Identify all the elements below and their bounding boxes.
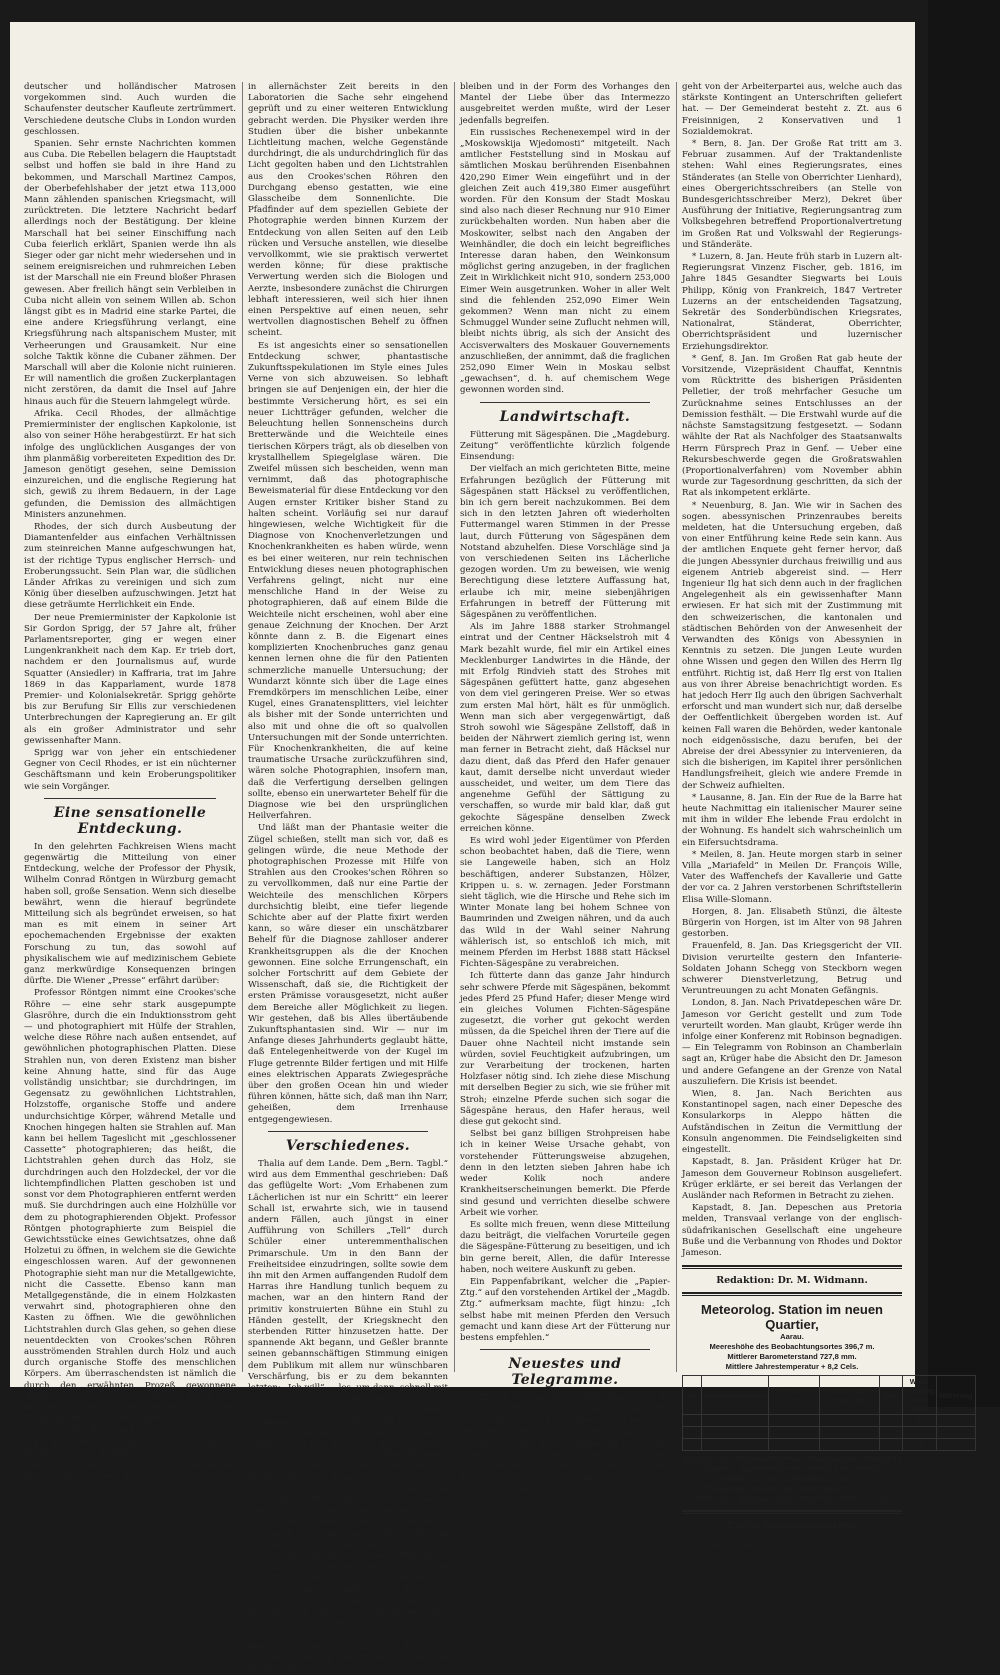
- table-row: [683, 1427, 976, 1439]
- paragraph: London, 8. Jan. Nach Privatdepeschen wäre Dr. Jameson vor Gericht gestellt und zum Tode verurteilt worden. Man glaubt, Krüger werde ihn infolge einer Konferenz mit Robinson begnadigen. — Ein Telegramm von Robinson an Chamberlain sagt an, Krüger habe die Absicht den Dr. Jameson und andere Gefangene an der Grenze von Natal auszuliefern. Die Krisis ist beendet.: [682, 998, 902, 1087]
- table-cell: 1,9: [769, 1427, 820, 1439]
- column-3: [460, 82, 670, 1494]
- paragraph: In den gelehrten Fachkreisen Wiens macht gegenwärtig die Mitteilung von einer Entdeckung, welche der Professor der Physik, Wilhelm Conrad Röntgen in Würzburg gemacht haben soll, große Sensation. Wenn sich dieselbe bewährt, wenn die hierauf begründete Mitteilung sich als begründet erweisen, so hat man es mit einem in seiner Art epochemachenden Ergebnisse der exakten Forschung zu tun, das sowohl auf physikalischem wie auf medizinischem Gebiete ganz merkwürdige Konsequenzen bringen dürfte. Die Wiener „Presse“ erfährt darüber:: [24, 841, 236, 987]
- paragraph: Horgen, 8. Jan. Elisabeth Stünzi, die älteste Bürgerin von Horgen, ist im Alter von 98 Jahren gestorben.: [682, 906, 902, 940]
- table-cell: Nm. 7 Uhr 30: [702, 1427, 769, 1439]
- table-cell: 735,3: [820, 1439, 880, 1451]
- paragraph: geht von der Arbeiterpartei aus, welche auch das stärkste Kontingent an Unterschriften geliefert hat. — Der Gemeinderat besteht z. Zt. aus 6 Freisinnigen, 2 Konservativen und 1 Sozialdemokrat.: [682, 82, 902, 137]
- table-cell: bw.: [937, 1439, 975, 1451]
- paragraph: * Bern, 8. Jan. Der Stadtkanzlei ist ein mit über 1000 Unterschriften versehenes Initiativbegehren um Einführung der Proportionalvertretung im Gemeinderat zugegangen. Die Initiative: [460, 1438, 670, 1494]
- header-cell: Beobachtungszeit: [702, 1376, 769, 1415]
- weather-info-line: Temperatur-Minimum der letzten Nacht — 3,8 °C.: [704, 1484, 880, 1494]
- divider: [682, 1510, 902, 1514]
- table-cell: 774,9: [880, 1427, 903, 1439]
- column-rule: [454, 82, 455, 1372]
- paragraph: * Lausanne, 8. Jan. Ein der Rue de la Barre hat heute Nachmittag ein italienischer Maurer seine mit ihm in wilder Ehe lebende Frau erdolcht in der Wohnung. Es handelt sich wahrscheinlich um ein Eifersuchtsdrama.: [682, 792, 902, 848]
- divider: [682, 1265, 902, 1269]
- weather-info-line: Mittlere Jahrestemperatur + 8,2 Cels.: [725, 1362, 859, 1372]
- weather-info-line: Extreme der selbstregistrierenden Thermometer während 24 Stunden, abgelesen gestern Abend 9 Uhr 30 Min.: [683, 1454, 901, 1474]
- paragraph-spain: Spanien. Sehr ernste Nachrichten kommen aus Cuba. Die Rebellen belagern die Hauptstadt selbst und hoffen sie bald in ihre Hand zu bekommen, und Marschall Martinez Campos, der Oberbefehlshaber der jetzt etwa 113,000 Mann zählenden spanischen Kriegsmacht, will zurücktreten. Die letztere Nachricht bedarf allerdings noch der Bestätigung. Der kleine Marschall hat bei seiner Einschiffung nach Cuba feierlich erklärt, Spanien werde ihn als Sieger oder gar nicht mehr wiedersehen und in seinem ereignisreichen und ruhmreichen Leben ist der Marschall nie ein Freund bloßer Phrasen gewesen. Aber freilich hängt sein Verbleiben in Cuba nicht allein von seinem Willen ab. Schon längst gibt es in Madrid eine starke Partei, die eine andere Kriegsführung verlangt, eine Kriegsführung nach altspanischem Muster, mit Verheerungen und Grausamkeit. Nur eine solche Taktik könne die Cubaner zähmen. Der Marschall will aber die Kolonie nicht ruinieren. Er will namentlich die großen Zuckerplantagen nicht zerstören, da damit die Insel auf Jahre hinaus auch für die Steuern lahmgelegt würde.: [24, 139, 236, 407]
- table-cell: E: [903, 1415, 937, 1427]
- paragraph: Selbst bei ganz billigen Strohpreisen habe ich in keiner Weise Ursache gehabt, von vorstehender Fütterungsweise abzugehen, denn in den letzten sieben Jahren habe ich weder Kolik noch andere Krankheitserscheinungen bemerkt. Die Pferde sind gesund und verrichten dieselbe schwere Arbeit wie vorher.: [460, 1129, 670, 1218]
- forecast-date: vom 9. Januar 1896.: [757, 1530, 827, 1540]
- table-cell: 772,3: [880, 1439, 903, 1451]
- paragraph: Ein Pappenfabrikant, welcher die „Papier-Ztg.“ auf den vorstehenden Artikel der „Magdb. Ztg.“ aufmerksam machte, fügt hinzu: „Ich selbst habe mit meinen Pferden den Versuch gemacht und kann diese Art der Fütterung nur bestens empfehlen.“: [460, 1276, 670, 1343]
- header-cell: Barometerstand in mm. Abs.: [820, 1376, 880, 1415]
- paragraph: Als im Jahre 1888 starker Strohmangel eintrat und der Centner Häckselstroh mit 4 Mark bezahlt wurde, fiel mir ein Artikel eines Mecklenburger Landwirtes in die Hände, der mit Erfolg Rindvieh statt des Strohes mit Sägespänen gefüttert hatte, ganz abgesehen von dem viel geringeren Preise. Wer so etwas zum ersten Mal hört, hält es für unmöglich. Wenn man sich aber vergegenwärtigt, daß Stroh sowohl wie Sägespäne Zellstoff, daß in beiden der Nährwert ziemlich gering ist, wenn man ferner in Betracht zieht, daß Häcksel nur dazu dient, daß das Pferd den Hafer genauer kaut, damit derselbe nicht unverdaut wieder ausscheidet, und weiter, um dem Tiere das angenehme Gefühl der Sättigung zu verschaffen, so wurde mir bald klar, daß gut gekochte Sägespäne denselben Zweck erreichen könne.: [460, 622, 670, 834]
- table-cell: 774,4: [880, 1415, 903, 1427]
- table-row: [683, 1415, 976, 1427]
- paragraph: Daß nach einem solchen Zwischenakt die Beendigung des Schlußaktes mit Rücksicht auf die Stimmung des Publikums wie der Spieler unter-: [248, 1630, 448, 1675]
- table-cell: 8.: [683, 1427, 702, 1439]
- table-cell: Nm. 1 Uhr 30: [702, 1415, 769, 1427]
- header-cell: Jan.: [683, 1376, 702, 1415]
- heading-discovery: Eine sensationelle Entdeckung.: [53, 804, 207, 837]
- paragraph: Ein russisches Rechenexempel wird in der „Moskowskija Wjedomosti“ mitgeteilt. Nach amtlicher Feststellung sind in Moskau auf sämtlichen Moskau berührenden Eisenbahnen 420,290 Eimer Wein eingeführt und in der gleichen Zeit auch 419,380 Eimer ausgeführt worden. Für den Konsum der Stadt Moskau sind also nach dieser Rechnung nur 910 Eimer zurückbehalten worden. Nun haben aber die Moskowiter, selbst nach den Angaben der Weinhändler, die doch ein leicht begreifliches Interesse daran haben, den Weinkonsum möglichst gering anzugeben, in der fraglichen Zeit in Wirklichkeit nicht 910, sondern 253,000 Eimer Wein ausgetrunken. Woher in aller Welt sind die fehlenden 252,090 Eimer Wein gekommen? Wenn man nicht zu einem Schmuggel Wunder seine Zuflucht nehmen will, bleibt nichts übrig, als sich der Ansicht des Accisverwalters des Moskauer Gouvernements anzuschließen, der annimmt, daß die fraglichen 252,090 Eimer Wein in Moskau selbst „gewachsen“, d. h. auf chemischem Wege gewonnen worden sind.: [460, 127, 670, 396]
- weather-info-line: Niederschl., gemessen heute früh 7 Uhr 30 Min. — mm.: [692, 1494, 892, 1504]
- paragraph: * Genf, 8. Jan. Im Großen Rat gab heute der Vorsitzende, Vizepräsident Chauffat, Kenntnis vom Rücktritte des bisherigen Präsidenten Pelletier, der troß mehrfacher Gesuche um Zurücknahme seines Entschlusses an der Demission festhält. — Die Erstwahl wurde auf die nächste Samstagsitzung festgesetzt. — Sodann wählte der Rat als Nachfolger des Staatsanwalts Herrn Fürsprech Praz in Genf. — Ueber eine Rekursbeschwerde gegen die Großratswahlen (Proportionalverfahren) vom November abhin wurde zur Tagesordnung geschritten, da sich der Rat als inkompetent erklärte.: [682, 353, 902, 499]
- paragraph: * Zürich, 8. Jan. Die Uetlibergbahn hat im Jahre 1895 Fr. 97,143 vereinnahmt, gegen Fr. 92,707 im Vorjahr. Es wurden 70,794 Personen befördert, gegen 67,741 im Jahre 1894.: [460, 1393, 670, 1437]
- weather-info-line: Minimum —0,0 °C. Maximum — 2,0 °C.: [722, 1474, 862, 1484]
- editor-credit: Redaktion: Dr. M. Widmann.: [716, 1275, 868, 1287]
- paragraph: Einige Proben dieser sensationellen Entdeckung zirkulieren in Wiener Gelehrtenkreisen und erregen in denselben berechtigtes Staunen. Es wird wohl: [24, 1437, 236, 1482]
- paragraph: Es ist angesichts einer so sensationellen Entdeckung schwer, phantastische Zukunftsspekulationen im Style eines Jules Verne von sich abzuweisen. So lebhaft bringen sie auf Denjenigen ein, der hier die bestimmte Versicherung hört, es sei ein neuer Lichtträger gefunden, welcher die Beleuchtung hellen Sonnenscheins durch Bretterwände und die Weichteile eines tierischen Körpers trägt, als ob dieselben von krystallhellem Spiegelglase wären. Die Zweifel müssen sich bescheiden, wenn man vernimmt, daß das photographische Beweismaterial für diese Entdeckung vor den Augen ernster Kritiker bisher Stand zu halten scheint. Vorläufig sei nur darauf hingewiesen, welche Wichtigkeit für die Diagnose von Knochenverletzungen und Knochenkrankheiten es haben würde, wenn es bei einer weiteren, nur rein technischen Entwicklung dieses neuen photographischen Verfahrens gelingt, nicht nur eine menschliche Hand in der Weise zu photographieren, daß auf einem Bilde die Weichteile nicht erscheinen, wohl aber eine genaue Zeichnung der Knochen. Der Arzt könnte dann z. B. die Eigenart eines komplizierten Knochenbruches ganz genau kennen lernen ohne die für den Patienten schmerzliche manuelle Untersuchung; der Wundarzt könnte sich über die Lage eines Fremdkörpers im menschlichen Leibe, einer Kugel, eines Granatensplitters, viel leichter als bisher mit der Sonde unterrichten und also mit und ohne die oft so qualvollen Untersuchungen mit der Sonde unterrichten. Für Knochenkrankheiten, die auf keine traumatische Ursache zurückzuführen sind, wären solche Photographien, insofern man, daß die Verfertigung derselben gelingen sollte, ebenso ein unerwarteter Behelf für die Diagnose wie bei den ursprünglichen Heilverfahren.: [248, 340, 448, 822]
- table-cell: 9.: [683, 1439, 702, 1451]
- heading-agriculture: Landwirtschaft.: [499, 408, 631, 425]
- table-cell: 731,8: [820, 1415, 880, 1427]
- header-cell: Wind-richtung und Stärke: [903, 1376, 937, 1415]
- paragraph: * Neuenburg, 8. Jan. Wie wir in Sachen des sogen. abessynischen Prinzenraubes bereits meldeten, hat die Untersuchung ergeben, daß von einer Entführung keine Rede sein kann. Aus der amtlichen Enquete geht ferner hervor, daß die jungen Abessynier durchaus freiwillig und aus eigenem Antrieb abgereist sind. — Herr Ingenieur Ilg hat sich denn auch in der fraglichen Angelegenheit als ein gewissenhafter Mann erwiesen. Er hat sich mit der Zustimmung mit den schweizerischen, die kantonalen und städtischen Behörden von der Anwesenheit der Verwandten des Königs von Abessynien in Kenntnis zu setzen. Die jungen Leute wurden ohne Wissen und gegen den Willen des Herrn Ilg entführt. Richtig ist, daß Herr Ilg erst von Italien aus von ihrer Abreise benachrichtigt worden. Es hat jedoch Herr Ilg auch den übrigen Sachverhalt erforscht und man wundert sich nur, daß derselbe der Oeffentlichkeit übergeben worden ist. Auf keinen Fall waren die Behörden, weder kantonale noch eidgenössische, dazu berufen, bei der Abreise der drei Abessynier zu intervenieren, da sich die bisherigen, im Kapitel ihrer persönlichen Handlungsfreiheit, gleich wie andere Fremde in der Schweiz aufhielten.: [682, 500, 902, 791]
- paragraph: bleiben und in der Form des Vorhanges den Mantel der Liebe über das Intermezzo ausgebreitet werden mußte, wird der Leser jedenfalls begreifen.: [460, 82, 670, 126]
- paragraph: Kapstadt, 8. Jan. Depeschen aus Pretoria melden, Transvaal verlange von der englisch-südafrikanischen Gesellschaft eine ungeheure Buße und die Verbannung von Rhodes und Doktor Jameson.: [682, 1203, 902, 1258]
- paragraph: Es wird wohl jeder Eigentümer von Pferden schon beobachtet haben, daß die Tiere, wenn sie Langeweile haben, sich an Holz beschäftigen, anderer Substanzen, Hölzer, Krippen u. s. w. zernagen. Jeder Forstmann sieht täglich, wie die Hirsche und Rehe sich im Winter Monate lang bei hohem Schnee von Baumrinden und Zweigen nähren, und da auch das Wild in der Wahl seiner Nahrung wählerisch ist, so entschloß ich mich, mit meinem Pferden im Herbst 1888 statt Häcksel Fichten-Sägespäne zu verabreichen.: [460, 836, 670, 970]
- weather-station-title: Meteorolog. Station im neuen Quartier,: [700, 1302, 883, 1333]
- weather-info-line: Mittlerer Barometerstand 727,8 mm.: [727, 1352, 857, 1362]
- forecast-title: Zürcher Witterungsaussichten: [727, 1520, 857, 1531]
- paragraph: Frauenfeld, 8. Jan. Das Kriegsgericht der VII. Division verurteilte gestern den Infanterie-Soldaten Johann Schegg von Steckborn wegen schwerer Dienstverletzung, Betrug und Veruntreuungen zu acht Monaten Gefängnis.: [682, 941, 902, 997]
- divider: [682, 1292, 902, 1296]
- paragraph: * Luzern, 8. Jan. Heute früh starb in Luzern alt-Regierungsrat Vinzenz Fischer, geb. 1816, im Jahre 1845 Gesandter Siegwarts bei Louis Philipp, König von Frankreich, 1847 Vertreter Luzerns an der entscheidenden Tagsatzung, Sekretär des Sonderbündischen Kriegsrates, Nationalrat, Ständerat, Oberrichter, Oberrichtspräsident und luzernischer Erziehungsdirektor.: [682, 252, 902, 352]
- divider: [480, 1349, 650, 1350]
- paragraph: Rhodes, der sich durch Ausbeutung der Diamantenfelder aus einfachen Verhältnissen zum steinreichen Manne aufgeschwungen hat, ist der richtige Typus englischer Herrsch- und Eroberungssucht. Sein Plan war, die südlichen Länder Afrikas zu vereinigen und sich zum König über dieselben aufzuschwingen. Jetzt hat diese geträumte Herrlichkeit ein Ende.: [24, 521, 236, 611]
- table-cell: E: [903, 1427, 937, 1439]
- paragraph: Der neue Premierminister der Kapkolonie ist Sir Gordon Sprigg, der 57 Jahre alt, früher Parlamentsreporter, ging er wegen einer Lungenkrankheit nach dem Kap. Er trieb dort, nachdem er den Journalismus auf, wurde Squatter (Ansiedler) in Kaffraria, trat im Jahre 1869 in das Kapparlament, wurde 1878 Premier- und Kolonialsekretär. Sprigg gehörte bis zur Berufung Sir Ellis zur verschiedenen Unterbrechungen der Kapregierung an. Er gilt als ein großer Administrator und sehr gewissenhafter Mann.: [24, 612, 236, 746]
- header-cell: Red.: [880, 1376, 903, 1415]
- paragraph: Thalia auf dem Lande. Dem „Bern. Tagbl.“ wird aus dem Emmenthal geschrieben: Daß das geflügelte Wort: „Vom Erhabenen zum Lächerlichen ist nur ein Schritt“ ein leerer Schall ist, erwahrte sich, wie in tausend andern Fällen, auch jüngst in einer Aufführung von Schillers „Tell“ durch Schüler einer unteremmenthalischen Primarschule. Um in den Bann der Freiheitsidee einzudringen, sollte sowie dem ihn mit den Armen auffangenden Rudolf dem Harras ihre Handlung tunlich bequem zu machen, war an den hintern Rand der primitiv konstruierten Bühne ein Stuhl zu Händen gestellt, der Kriegsknecht den sterbenden Ritter hinzusetzen hatte. Der spannende Akt begann, und Geßler brannte seinen gebannschäftigen Stimmung einigen dem Publikum mit allem nur wünschbaren Verschärfung, bis er zu dem bekannten letzten: „Ich will“ — los, um dann, schnell mit der Hand nach der Herzgegend fahrend, unter Mithülfe des Dieners zusammenbrechen auf den Stuhl zu geraten. Aber — heiliger Strohhalm! — dieser, allzunahe an den Rand der Bühne gestellt, rutschte infolge des durch Geßler erlittenen Stoßes noch mehr rückwärts und über den Bretterboden hinaus, was zur unvermeidlichen Folge hatte, daß seine landvögtliche Exzellenz samt dem getreuen Diener und dem mitfolgenden Stuhl blitzschnell hinter die aufgehängten Leinwand und mit ganz fürchterlichem Gepolter von der idealen Welt der Bretter in die rauhe Wirklichkeit des Fußbodens hinabkollerten, ohne indessen, mit Ausnahme des Stuhles, der von der programmwidrigen Störung einen komplizierten Beinbruch davontrug, von der unfreiwilligen Erniedrigung irgend welchen körperlichen Schaden davonzutragen.: [248, 1158, 448, 1629]
- table-cell: NE: [903, 1439, 937, 1451]
- table-cell: 8.: [683, 1415, 702, 1427]
- paragraph: Wien, 8. Jan. Nach Berichten aus Konstantinopel sagen, nach einer Depesche des Konsularkorps in Aleppo hätten die Aufständischen in Zeitun die Vermittlung der Konsuln angenommen. Die Feindseligkeiten sind eingestellt.: [682, 1089, 902, 1156]
- heading-news: Neuestes und Telegramme.: [508, 1356, 622, 1389]
- paragraph: Ich fütterte dann das ganze Jahr hindurch sehr schwere Pferde mit Sägespänen, bekommt jedes Pferd 25 Pfund Hafer; dieser Menge wird ein gleiches Volumen Fichten-Sägespäne zugesetzt, die vorher gut gekocht werden müssen, da die Speichel ihren der Tiere auf die Dauer ohne Nachteil nicht imstande sein würden, soviel Feuchtigkeit aufzubringen, um zur Verarbeitung der trockenen, harten Holzfaser nötig sind. Ich ziehe diese Mischung mit derselben Begier zu sich, wie sie früher mit Stroh; einzelne Pferde suchen sich sogar die Sägespäne heraus, den Hafer heraus, weil diese gut gekocht sind.: [460, 971, 670, 1128]
- paragraph: * Bern, 8. Jan. Der Große Rat tritt am 3. Februar zusammen. Auf der Traktandenliste stehen: Wahl eines Regierungsrates, eines Ständerates (an Stelle von Oberrichter Lienhard), eines Obergerichtsschreibers (an Stelle von Bundesgerichtsschreiber Merz), Dekret über Ausführung der Initiative, Regierungsantrag zum Volksbegehren betreffend Proportionalvertretung im Großen Rat und Volkswahl der Regierungs- und Ständeräte.: [682, 139, 902, 250]
- weather-info-line: Meereshöhe des Beobachtungsortes 396,7 m.: [709, 1342, 875, 1352]
- dark-scan-edge: [928, 0, 1000, 1407]
- paragraph: Es sollte mich freuen, wenn diese Mitteilung dazu beiträgt, die vielfachen Vorurteile gegen die Sägespäne-Fütterung zu beseitigen, und ich bin gerne bereit, Allen, die dafür Interesse haben, noch weitere Auskunft zu geben.: [460, 1219, 670, 1275]
- table-cell: —3,7: [769, 1439, 820, 1451]
- header-cell: Witterung: [937, 1376, 975, 1415]
- column-4: [682, 82, 973, 1550]
- column-rule: [242, 82, 243, 1372]
- table-cell: bw.: [937, 1427, 975, 1439]
- paragraph: Und läßt man der Phantasie weiter die Zügel schießen, stellt man sich vor, daß es gelingen würde, die neue Methode der photographischen Prozesse mit Hilfe von Strahlen aus den Crookes'schen Röhren so zu vervollkommen, daß nur eine Partie der Weichteile des menschlichen Körpers durchsichtig bleibt, eine tiefer liegende Schichte aber auf der Platte fixirt werden kann, so wäre dieser ein unschätzbarer Behelf für die Diagnose zahlloser anderer Krankheitsgruppen als die der Knochen gewonnen. Eine solche Errungenschaft, ein solcher Fortschritt auf dem Gebiete der Wissenschaft, daß sie, die Richtigkeit der ersten Prämisse vorausgesetzt, nicht außer dem Bereiche aller Möglichkeit zu liegen. Wir gestehen, daß bis Alles übertäubende Zukunftsphantasien sind. Wir — nur im Anfange dieses Jahrhunderts geglaubt hätte, daß Entelegenheitwerde von der Kugel im Fluge getrennte Bilder fertigen und mit Hilfe eines elektrischen Apparats Zwiegespräche über den großen Ocean hin und wieder führen können, hätte sich, daß man ihn Narr, geheißen, dem Irrenhause entgegengewiesen.: [248, 823, 448, 1125]
- table-cell: 734,8: [820, 1427, 880, 1439]
- column-1: [24, 82, 236, 1482]
- paragraph-africa: Afrika. Cecil Rhodes, der allmächtige Premierminister der englischen Kapkolonie, ist also von seiner Höhe herabgestürzt. Er hat sich infolge des unglücklichen Ausganges der von ihm planmäßig vorbereiteten Expedition des Dr. Jameson genötigt gesehen, seine Demission einzureichen, und die englische Regierung hat sich, gewiß zu ihrem Bedauern, in der Lage gefunden, die Demission des allmächtigen Ministers anzunehmen.: [24, 408, 236, 520]
- paragraph: * Meilen, 8. Jan. Heute morgen starb in seiner Villa „Mariafeld“ in Meilen Dr. François Wille, Vater des Waffenchefs der Kavallerie und Gatte der vor ca. 2 Jahren verstorbenen Schriftstellerin Elisa Wille-Slomann.: [682, 849, 902, 905]
- paragraph: Professor Röntgen nimmt eine Crookes'sche Röhre — eine sehr stark ausgepumpte Glasröhre, durch die ein Induktionsstrom geht — und photographiert mit Hülfe der Strahlen, welche diese Röhre nach außen entsendet, auf gewöhnlichen photographischen Platten. Diese Strahlen nun, von deren Existenz man bisher keine Ahnung hatte, sind für das Auge vollständig unsichtbar; sie durchdringen, im Gegensatz zu gewöhnlichen Lichtstrahlen, Holzstoffe, organische Stoffe und andere undurchsichtige Körper, während Metalle und Knochen hingegen halten sie Strahlen auf. Man kann bei hellem Tageslicht mit „geschlossener Cassette“ photographieren; das heißt, die Lichtstrahlen gehen durch das Holz, sie durchdringen auch den Holzdeckel, der vor die lichtempfindlichen Platten geschoben ist und sonst vor dem Photographieren entfernt werden muß. Sie durchdringen auch eine Holzhülle vor dem zu photographierenden Objekt. Professor Röntgen photographierte zum Beispiel die Gewichtsstücke eines Gewichtsatzes, ohne daß Holzetui zu öffnen, in welchem sie die Gewichte eingeschlossen waren. Auf der gewonnenen Photographie sieht man nur die Metallgewichte, nicht die Cassette. Ebenso kann man Metallgegenstände, die in einem Holzkasten verwahrt sind, photographieren ohne den Kasten zu öffnen. Wie die gewöhnlichen Lichtstrahlen durch Glas gehen, so gehen diese neuentdeckten von Crookes'schen Röhren ausströmenden Strahlen durch Holz und auch durch organische Stoffe des menschlichen Körpers. Am überraschendsten ist nämlich die durch den erwähnten Prozeß gewonnene Abbildung von einer menschlichen Hand. Das Bild enthält die Knochen der Hand, an dem Finger die Ringe frei zu schweben scheinen. Die Weichteile der Hand sind nicht sichtbar.: [24, 988, 236, 1436]
- divider: [44, 798, 216, 799]
- paragraph: Kapstadt, 8. Jan. Präsident Krüger hat Dr. Jameson dem Gouverneur Robinson ausgeliefert. Krüger erklärte, er sei bereit das Verlangen der Ausländer nach Reformen in Betracht zu ziehen.: [682, 1157, 902, 1201]
- weather-station-place: Aarau.: [780, 1332, 804, 1342]
- column-2: [248, 82, 448, 1675]
- table-row: [683, 1439, 976, 1451]
- heading-miscellaneous: Verschiedenes.: [285, 1137, 411, 1154]
- paragraph: deutscher und holländischer Matrosen vorgekommen sind. Auch wurden die Schaufenster deutscher Kaufleute zertrümmert. Verschiedene deutsche Clubs in London wurden geschlossen.: [24, 82, 236, 137]
- forecast-text: Bei mässigem Frost trocken, jedoch meist neblig.: [709, 1540, 875, 1550]
- column-rule: [676, 82, 677, 1372]
- table-cell: 1,5: [769, 1415, 820, 1427]
- paragraph: Der vielfach an mich gerichteten Bitte, meine Erfahrungen bezüglich der Fütterung mit Sägespänen statt Häcksel zu veröffentlichen, bin ich gern bereit nachzukommen. Bei dem sich in den letzten Jahren oft wiederholten Futtermangel waren Stimmen in der Presse laut, durch Fütterung von Sägespänen dem Notstand abzuhelfen. Diese Vorschläge sind ja von verschiedenen Seiten ins Lächerliche gezogen worden. Um zu beweisen, wie wenig Berechtigung diese letztere Auffassung hat, erlaube ich mir, meine siebenjährigen Erfahrungen in betreff der Fütterung mit Sägespänen zu veröffentlichen.: [460, 464, 670, 620]
- weather-table: [682, 1375, 976, 1451]
- header-cell: Thermometer Celsius: [769, 1376, 820, 1415]
- table-cell: Mrg. 7 Uhr 30: [702, 1439, 769, 1451]
- table-cell: bed.: [937, 1415, 975, 1427]
- paragraph: Sprigg war von jeher ein entschiedener Gegner von Cecil Rhodes, er ist ein nüchterner Geschäftsmann und kein Eroberungspolitiker wie sein Vorgänger.: [24, 747, 236, 792]
- weather-table-header: [683, 1376, 976, 1415]
- paragraph: in allernächster Zeit bereits in den Laboratorien die Sache sehr eingehend geprüft und zu einer weiteren Entwicklung gebracht werden. Die Physiker werden ihre Studien über die bisher unbekannte Lichtleitung machen, welche Gegenstände durchdringt, die als undurchdringlich für das Licht gegolten haben und den Lichtstrahlen aus den Crookes'schen Röhren den Durchgang ebenso gestatten, wie eine Glasscheibe dem Sonnenlichte. Die Pfadfinder auf dem speziellen Gebiete der Photographie werden binnen Kurzem der Entdeckung von allen Seiten auf den Leib rücken und Versuche anstellen, wie dieselbe vervollkommt, wie sie praktisch verwertet werden könne; für diese praktische Verwertung werden sich die Biologen und Aerzte, insbesondere zunächst die Chirurgen lebhaft interessieren, weil sich hier ihnen einen Perspektive auf einen neuen, sehr wertvollen diagnostischen Behelf zu öffnen scheint.: [248, 82, 448, 339]
- paragraph: Fütterung mit Sägespänen. Die „Magdeburg. Zeitung“ veröffentlichte kürzlich folgende Einsendung:: [460, 429, 670, 463]
- divider: [480, 402, 650, 403]
- divider: [268, 1131, 428, 1132]
